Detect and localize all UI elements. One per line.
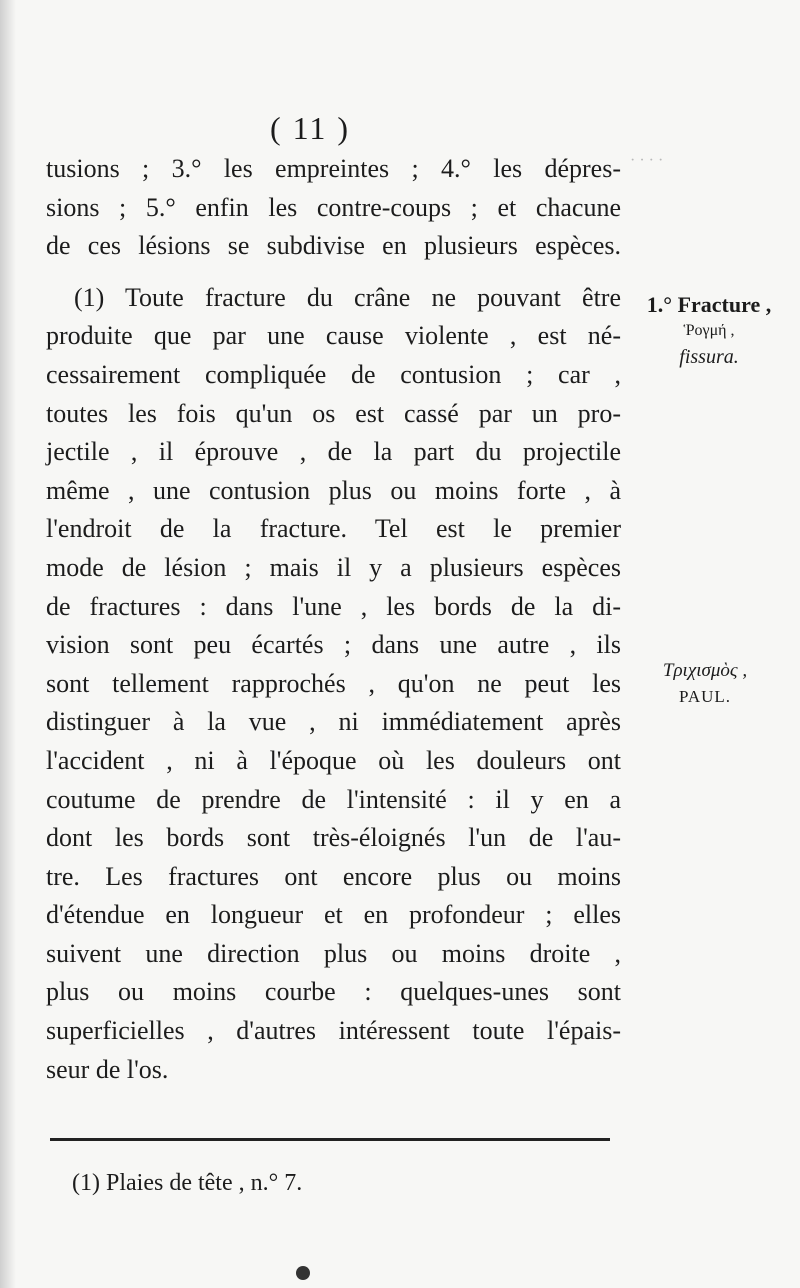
- text-line: de fractures : dans l'une , les bords de la di-: [46, 591, 621, 621]
- paragraph-fracture: [46, 279, 621, 1089]
- text-line: tusions ; 3.° les empreintes ; 4.° les dépres-: [46, 154, 621, 183]
- text-line: (1) Toute fracture du crâne ne pouvant être: [74, 282, 621, 312]
- margin-note-author: PAUL.: [678, 687, 732, 706]
- page-binding-shadow: [0, 0, 16, 1288]
- margin-note-greek: Τριχισμὸς ,: [662, 660, 748, 681]
- ink-dot: [296, 1266, 310, 1280]
- text-line: distinguer à la vue , ni immédiatement après: [46, 707, 621, 737]
- paragraph-continuation: [46, 150, 621, 266]
- margin-note-latin: fissura.: [679, 346, 739, 368]
- text-line: d'étendue en longueur et en profondeur ; elles: [46, 900, 621, 930]
- margin-note-title: 1.° Fracture ,: [646, 292, 772, 317]
- text-line: sont tellement rapprochés , qu'on ne peut les: [46, 668, 621, 698]
- text-line: dont les bords sont très-éloignés l'un de l'au-: [46, 823, 621, 853]
- page-number: ( 11 ): [269, 110, 351, 146]
- text-line: coutume de prendre de l'intensité : il y en a: [46, 784, 621, 814]
- margin-note-fracture: [618, 292, 800, 370]
- bleed-through-marks: · · · ·: [630, 152, 664, 169]
- main-text-block: [46, 150, 621, 1089]
- text-line: même , une contusion plus ou moins forte , à: [46, 475, 621, 505]
- text-line: tre. Les fractures ont encore plus ou moins: [46, 861, 621, 891]
- margin-note-paul: [630, 658, 780, 710]
- text-line: mode de lésion ; mais il y a plusieurs espèces: [46, 552, 621, 582]
- text-line: cessairement compliquée de contusion ; car ,: [46, 359, 621, 389]
- footnote: (1) Plaies de tête , n.° 7.: [72, 1170, 303, 1196]
- text-line: produite que par une cause violente , est né-: [46, 321, 621, 351]
- text-line: superficielles , d'autres intéressent toute l'épais-: [46, 1016, 621, 1046]
- text-line: vision sont peu écartés ; dans une autre , ils: [46, 630, 621, 660]
- footnote-rule: [50, 1138, 610, 1141]
- text-line: suivent une direction plus ou moins droite ,: [46, 938, 621, 968]
- text-line: jectile , il éprouve , de la part du projectile: [46, 437, 621, 467]
- text-line: plus ou moins courbe : quelques-unes sont: [46, 977, 621, 1007]
- text-line: toutes les fois qu'un os est cassé par un pro-: [46, 398, 621, 428]
- margin-note-greek: Ῥογμή ,: [683, 322, 735, 339]
- text-line: sions ; 5.° enfin les contre-coups ; et chacune: [46, 192, 621, 222]
- text-line: de ces lésions se subdivise en plusieurs espèces.: [46, 231, 621, 261]
- text-line: seur de l'os.: [46, 1054, 169, 1084]
- text-line: l'accident , ni à l'époque où les douleurs ont: [46, 745, 621, 775]
- text-line: l'endroit de la fracture. Tel est le premier: [46, 514, 621, 544]
